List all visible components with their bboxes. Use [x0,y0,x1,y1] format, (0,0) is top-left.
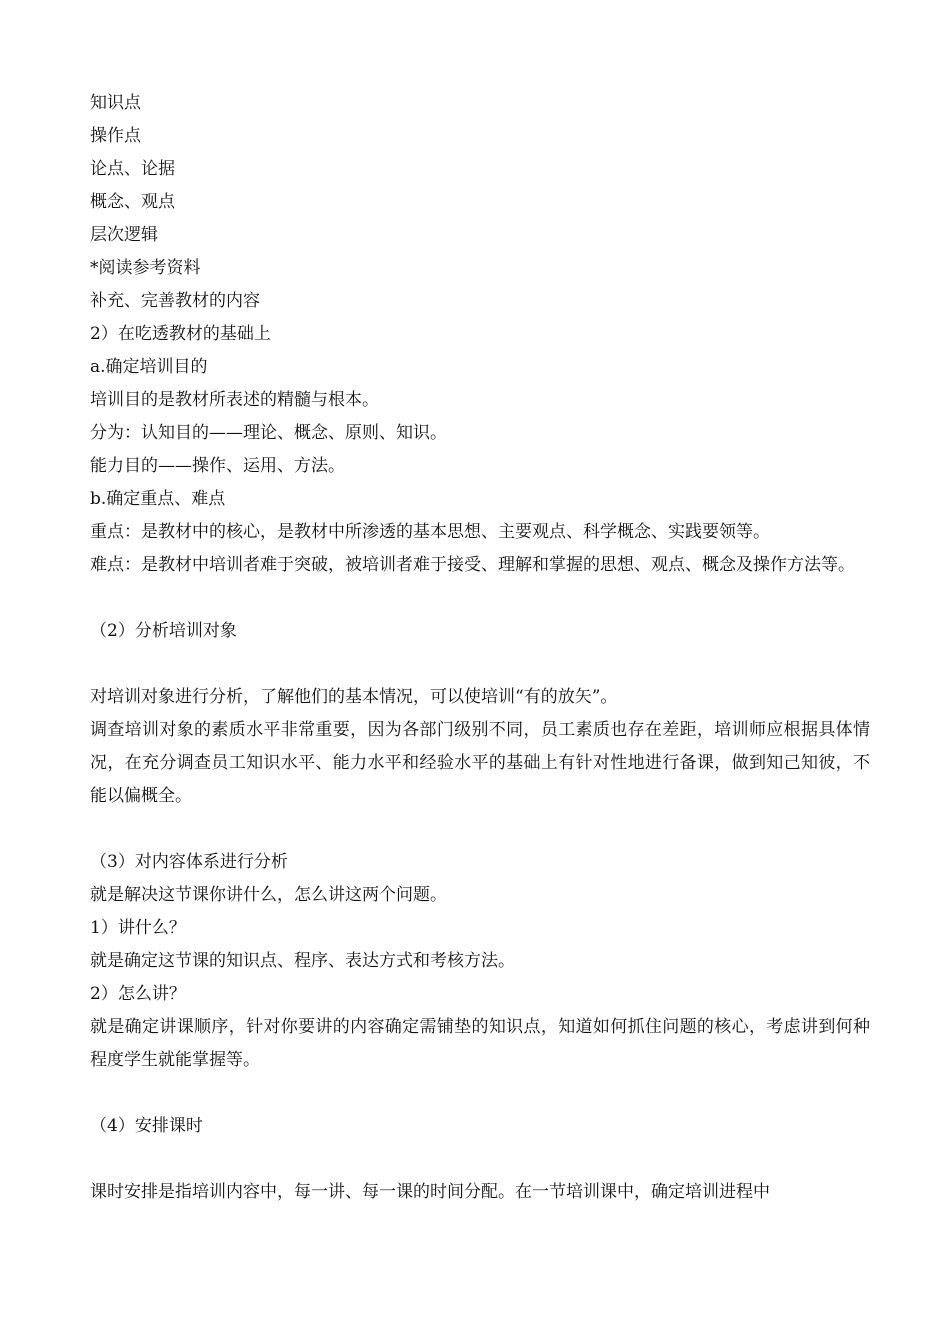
text-line: 论点、论据 [90,159,175,179]
text-line: 补充、完善教材的内容 [90,291,260,311]
text-line: 就是确定这节课的知识点、程序、表达方式和考核方法。 [90,951,515,971]
spacer [90,648,870,681]
text-line: 能力目的——操作、运用、方法。 [90,456,345,476]
text-line: 课时安排是指培训内容中，每一讲、每一课的时间分配。在一节培训课中，确定培训进程中 [90,1182,770,1202]
text-line: 就是解决这节课你讲什么，怎么讲这两个问题。 [90,885,447,905]
text-line: b.确定重点、难点 [90,489,226,509]
spacer [90,1077,870,1110]
text-line: *阅读参考资料 [90,258,201,278]
text-line: 2）怎么讲？ [90,984,186,1004]
text-line: 概念、观点 [90,192,175,212]
difficulty-paragraph: 难点：是教材中培训者难于突破，被培训者难于接受、理解和掌握的思想、观点、概念及操作方法等。 [90,555,855,575]
document-page [90,87,870,1209]
spacer [90,582,870,615]
spacer [90,1143,870,1176]
section-heading: （3）对内容体系进行分析 [90,852,288,872]
paragraph: 对培训对象进行分析，了解他们的基本情况，可以使培训“有的放矢”。 [90,687,618,707]
text-line: 重点：是教材中的核心，是教材中所渗透的基本思想、主要观点、科学概念、实践要领等。 [90,522,770,542]
section-heading: （2）分析培训对象 [90,621,237,641]
spacer [90,813,870,846]
paragraph: 调查培训对象的素质水平非常重要，因为各部门级别不同，员工素质也存在差距，培训师应根据具体情况，在充分调查员工知识水平、能力水平和经验水平的基础上有针对性地进行备课，做到知己知彼，不能以偏概全。 [90,720,870,806]
text-line: 层次逻辑 [90,225,158,245]
paragraph: 就是确定讲课顺序，针对你要讲的内容确定需铺垫的知识点，知道如何抓住问题的核心，考虑讲到何种程度学生就能掌握等。 [90,1017,870,1070]
text-line: 2）在吃透教材的基础上 [90,324,271,344]
text-line: 操作点 [90,126,141,146]
text-line: 分为：认知目的——理论、概念、原则、知识。 [90,423,447,443]
text-line: 知识点 [90,93,141,113]
text-line: a.确定培训目的 [90,357,208,377]
text-line: 1）讲什么？ [90,918,186,938]
section-heading: （4）安排课时 [90,1116,203,1136]
text-line: 培训目的是教材所表述的精髓与根本。 [90,390,379,410]
